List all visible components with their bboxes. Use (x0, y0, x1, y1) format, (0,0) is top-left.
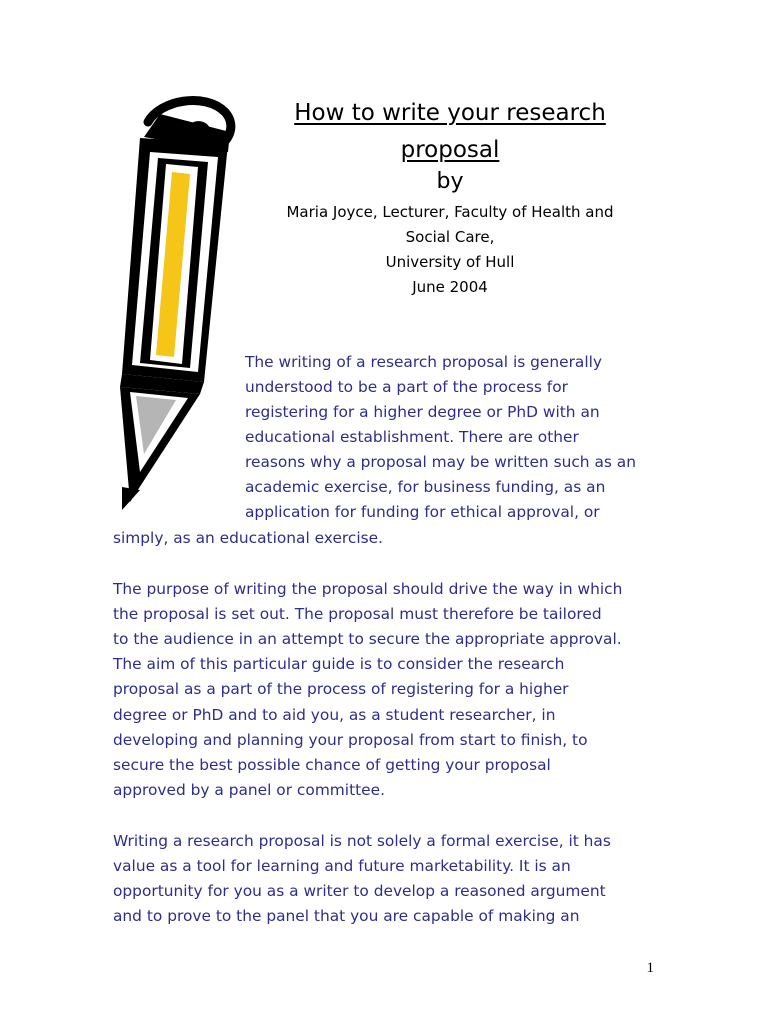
paragraph-line: Writing a research proposal is not solely a formal exercise, it has (113, 832, 611, 850)
paragraph-line: academic exercise, for business funding, as an (245, 478, 606, 496)
paragraph-line: approved by a panel or committee. (113, 781, 385, 799)
paragraph-line: and to prove to the panel that you are capable of making an (113, 907, 580, 925)
paragraph-line: opportunity for you as a writer to develop a reasoned argument (113, 882, 606, 900)
paragraph-line: The aim of this particular guide is to consider the research (113, 655, 565, 673)
paragraph-line: The writing of a research proposal is generally (245, 353, 603, 371)
paragraph-line: The purpose of writing the proposal should drive the way in which (113, 580, 623, 598)
publication-date: June 2004 (412, 278, 488, 296)
document-title-line-1: How to write your research (294, 100, 606, 126)
paragraph-line: the proposal is set out. The proposal must therefore be tailored (113, 605, 602, 623)
paragraph-line: to the audience in an attempt to secure the appropriate approval. (113, 630, 622, 648)
paragraph-line: degree or PhD and to aid you, as a student researcher, in (113, 706, 556, 724)
paragraph-line: educational establishment. There are other (245, 428, 579, 446)
paragraph-line: simply, as an educational exercise. (113, 529, 384, 547)
paragraph-line: reasons why a proposal may be written such as an (245, 453, 636, 471)
author-line-1: Maria Joyce, Lecturer, Faculty of Health and (286, 203, 614, 221)
author-line-2: Social Care, (405, 228, 495, 246)
page-number: 1 (646, 960, 654, 976)
institution: University of Hull (385, 253, 515, 271)
document-title-line-2: proposal (400, 137, 500, 163)
paragraph-line: understood to be a part of the process for (245, 378, 568, 396)
paragraph-line: proposal as a part of the process of registering for a higher (113, 680, 569, 698)
paragraph-line: value as a tool for learning and future marketability. It is an (113, 857, 571, 875)
paragraph-line: application for funding for ethical approval, or (245, 503, 600, 521)
byline-by: by (436, 169, 464, 194)
paragraph-line: developing and planning your proposal from start to finish, to (113, 731, 588, 749)
paragraph-line: secure the best possible chance of getting your proposal (113, 756, 551, 774)
paragraph-line: registering for a higher degree or PhD with an (245, 403, 600, 421)
pencil-icon (100, 92, 240, 512)
